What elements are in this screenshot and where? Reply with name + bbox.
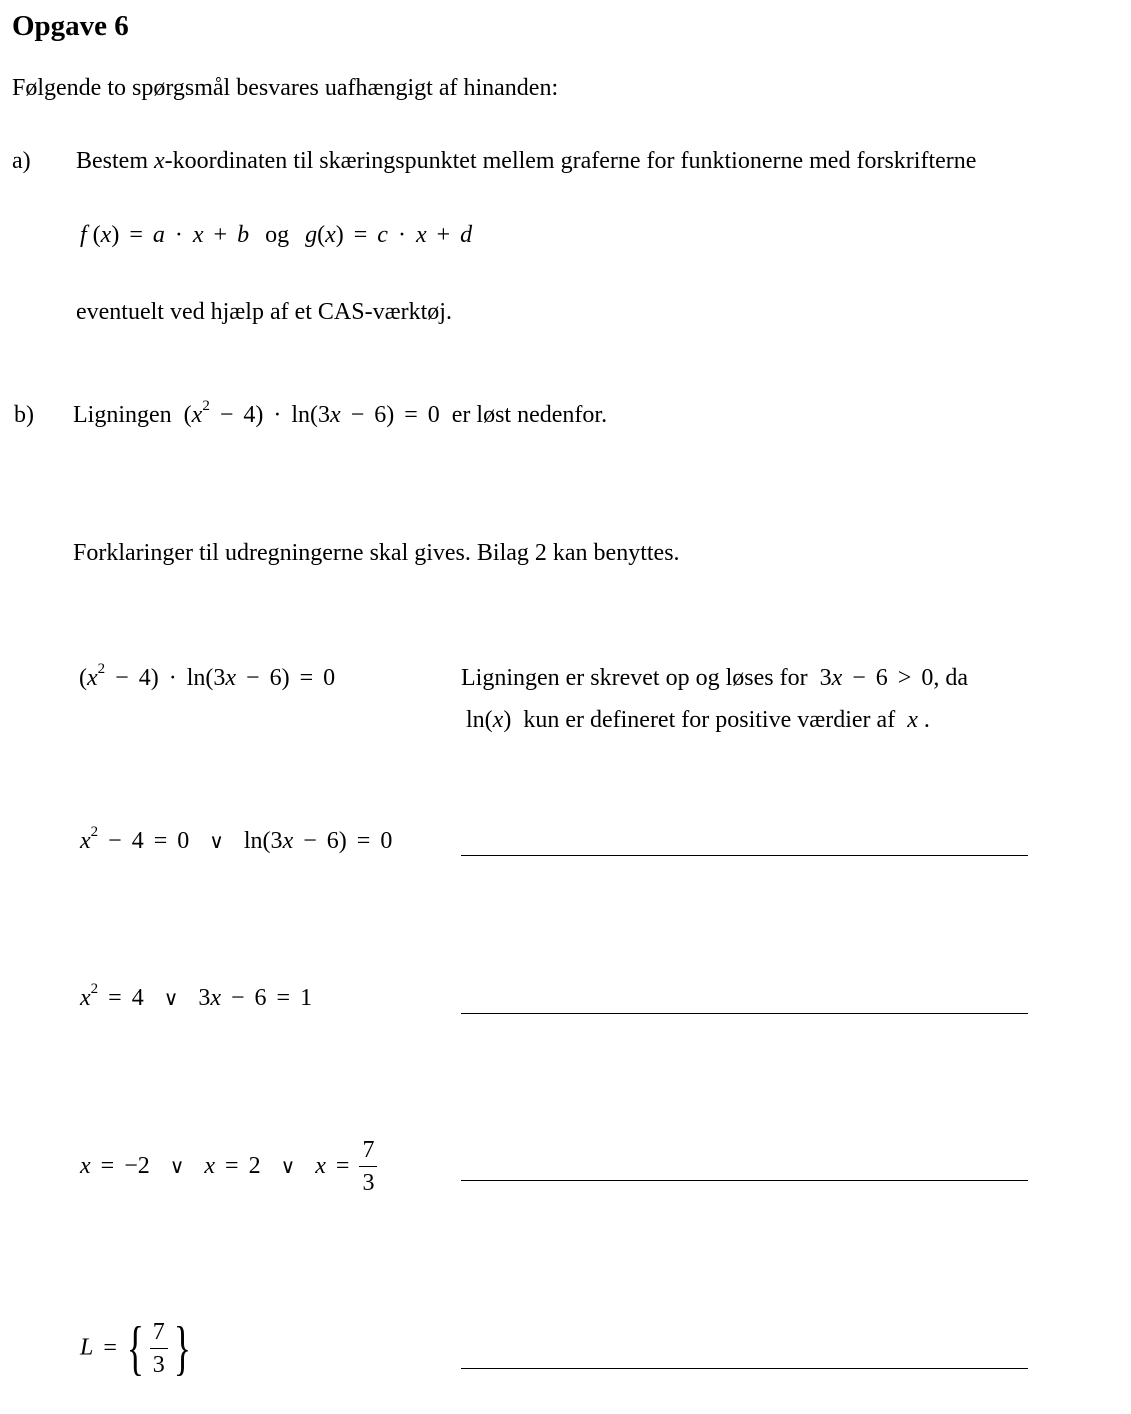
formula-g: g(x) = c · x + d bbox=[305, 222, 473, 248]
step-1-ln-func: ln(x) bbox=[466, 707, 512, 733]
step-1-condition: 3x − 6 > 0 bbox=[819, 665, 934, 691]
step-4-fraction: $\frac{7}{3}$ bbox=[359, 1138, 377, 1195]
part-a-question bbox=[76, 148, 976, 175]
step-1-expl-text: Ligningen er skrevet op og løses for bbox=[461, 665, 808, 691]
part-a-formulas bbox=[80, 222, 472, 249]
part-a-text-var: x bbox=[154, 148, 165, 174]
task-heading: Opgave 6 bbox=[12, 10, 129, 42]
step-1-expl-var: x bbox=[907, 707, 918, 733]
step-3-answer-line[interactable] bbox=[461, 1013, 1028, 1014]
step-4-answer-line[interactable] bbox=[461, 1180, 1028, 1181]
step-5-fraction: $\frac{7}{3}$ bbox=[150, 1320, 168, 1377]
intro-text: Følgende to spørgsmål besvares uafhængigt af hinanden: bbox=[12, 75, 559, 101]
part-b-instruction: Forklaringer til udregningerne skal gives. Bilag 2 kan benyttes. bbox=[73, 540, 680, 566]
step-3-equation: $x^2 = 4$ ∨ 3x − 6 = 1 bbox=[80, 981, 313, 1011]
part-b-text-before: Ligningen bbox=[73, 402, 172, 428]
step-1-equation: $(x^2 - 4) \cdot \ln(3x - 6) = 0$ bbox=[79, 661, 336, 691]
step-2-answer-line[interactable] bbox=[461, 855, 1028, 856]
part-b-equation: $(x^2 - 4) \cdot \ln(3x - 6) = 0$ bbox=[183, 398, 440, 428]
step-1-explanation-line1 bbox=[461, 665, 968, 692]
formula-connector: og bbox=[265, 222, 290, 248]
step-1-expl-end2: . bbox=[923, 707, 930, 733]
part-a-text-after: -koordinaten til skæringspunktet mellem graferne for funktionerne med forskrifterne bbox=[164, 148, 977, 174]
right-brace: } bbox=[173, 1315, 191, 1381]
part-a-text-before: Bestem bbox=[76, 148, 154, 174]
part-b-text-after: er løst nedenfor. bbox=[451, 402, 608, 428]
step-1-explanation-line2 bbox=[466, 707, 930, 734]
step-4-equation: x = −2 ∨ x = 2 ∨ x = $\frac{7}{3}$ bbox=[80, 1138, 377, 1195]
step-1-expl-text2: kun er defineret for positive værdier af bbox=[523, 707, 896, 733]
left-brace: { bbox=[126, 1315, 144, 1381]
part-b-question bbox=[73, 398, 608, 429]
part-a-note: eventuelt ved hjælp af et CAS-værktøj. bbox=[76, 299, 452, 325]
part-a-label: a) bbox=[12, 148, 31, 174]
formula-f: f (x) = a · x + b bbox=[80, 222, 250, 248]
step-2-equation: $x^2 - 4 = 0$ ∨ ln(3x − 6) = 0 bbox=[80, 824, 393, 854]
step-5-equation: L = { $\frac{7}{3}$ } bbox=[80, 1315, 191, 1381]
step-1-expl-end: , da bbox=[933, 665, 968, 691]
part-b-label: b) bbox=[14, 402, 34, 428]
step-5-answer-line[interactable] bbox=[461, 1368, 1028, 1369]
